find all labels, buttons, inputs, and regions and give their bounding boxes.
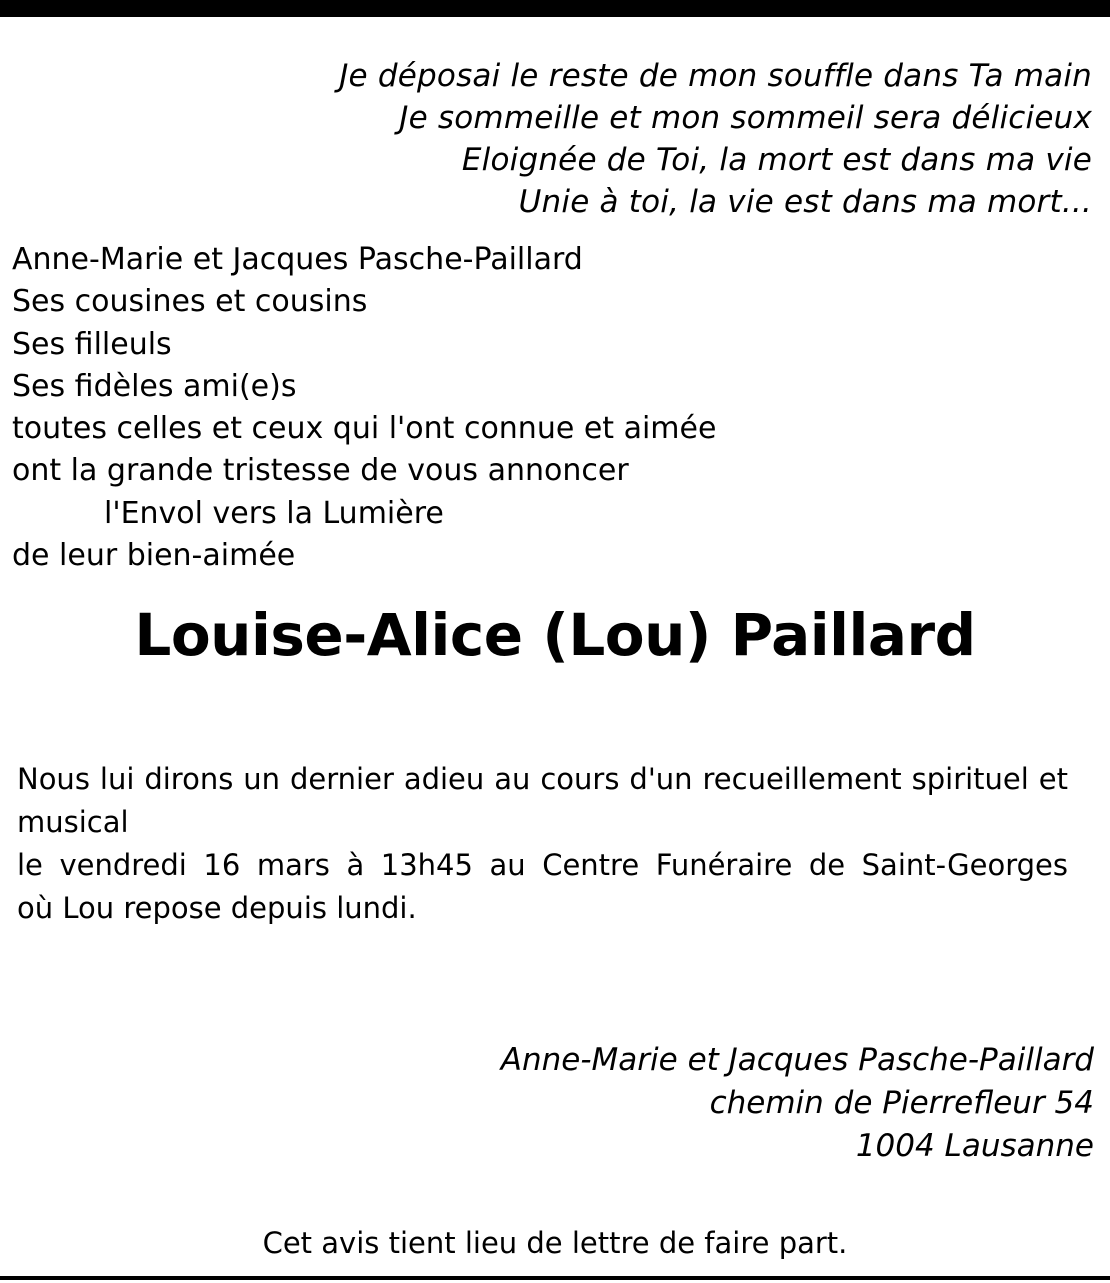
family-line: Ses filleuls — [12, 326, 172, 362]
family-line: Anne-Marie et Jacques Pasche-Paillard — [12, 242, 583, 277]
closing-notice: Cet avis tient lieu de lettre de faire part. — [262, 1226, 848, 1260]
top-border-rule — [0, 0, 1110, 17]
contact-city: 1004 Lausanne — [855, 1128, 1094, 1164]
family-line: de leur bien-aimée — [12, 538, 296, 574]
family-line: ont la grande tristesse de vous annoncer — [12, 453, 629, 489]
family-line: Ses cousines et cousins — [12, 284, 368, 320]
bottom-border-rule — [0, 1276, 1110, 1280]
family-announcement — [12, 239, 716, 577]
deceased-name: Louise-Alice (Lou) Paillard — [134, 601, 976, 669]
poem-line: Je déposai le reste de mon souffle dans Ta main — [339, 58, 1092, 94]
poem-line: Unie à toi, la vie est dans ma mort... — [518, 184, 1092, 220]
ceremony-line: le vendredi 16 mars à 13h45 au Centre Funéraire de Saint-Georges — [17, 848, 1068, 882]
contact-name: Anne-Marie et Jacques Pasche-Paillard — [500, 1042, 1094, 1078]
ceremony-line: Nous lui dirons un dernier adieu au cours d'un recueillement spirituel et musical — [17, 762, 1068, 839]
ceremony-details — [17, 758, 1068, 930]
family-line: Ses fidèles ami(e)s — [12, 368, 297, 404]
poem-line: Je sommeille et mon sommeil sera délicieux — [399, 100, 1092, 136]
poem-line: Eloignée de Toi, la mort est dans ma vie — [461, 142, 1092, 178]
contact-street: chemin de Pierrefleur 54 — [709, 1085, 1094, 1121]
epigraph-poem — [339, 55, 1092, 223]
contact-signature — [501, 1039, 1094, 1168]
ceremony-line: où Lou repose depuis lundi. — [17, 891, 417, 925]
family-line-indented: l'Envol vers la Lumière — [104, 495, 444, 531]
family-line: toutes celles et ceux qui l'ont connue et aimée — [12, 411, 717, 447]
